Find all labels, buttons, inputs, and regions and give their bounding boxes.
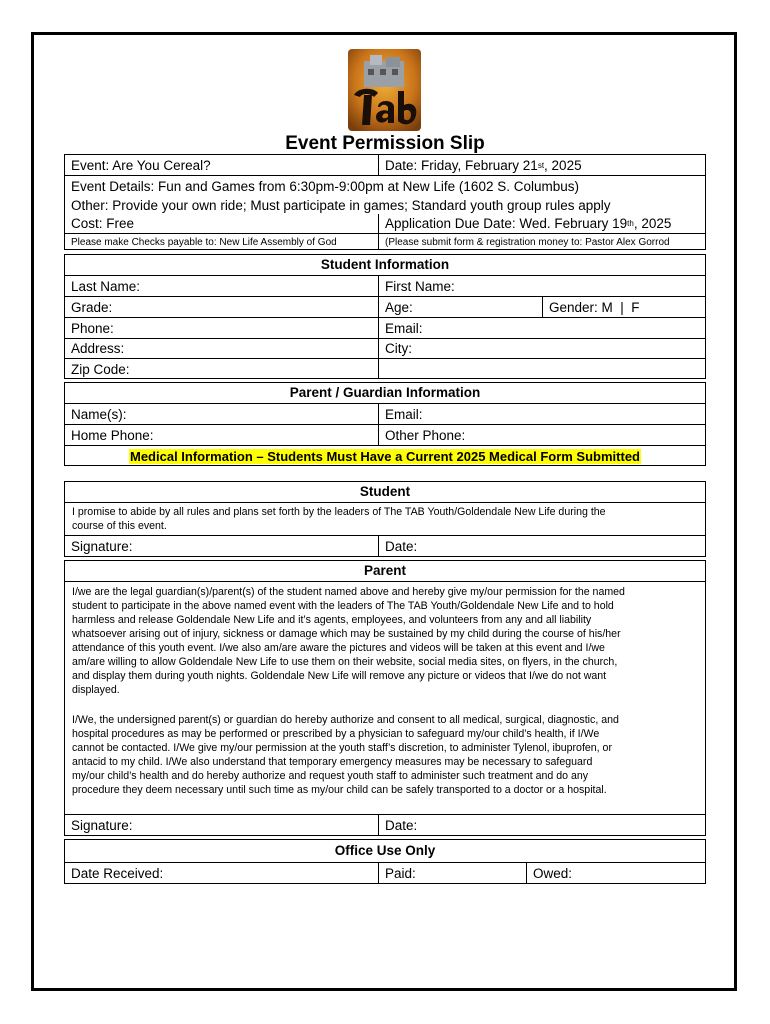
other-phone-field[interactable]: Other Phone: [378,425,705,445]
consent-line: procedure they deem necessary until such time as my/our child can be safely transported to a doctor or a hospital. [72,784,607,796]
student-promise-text [72,505,691,533]
parent-names-field[interactable]: Name(s): [71,406,127,422]
event-date: Date: Friday, February 21 st , 2025 [378,155,705,175]
home-phone-field[interactable]: Home Phone: [71,427,154,443]
phone-field[interactable]: Phone: [71,320,114,336]
student-promise-line: I promise to abide by all rules and plans set forth by the leaders of The TAB Youth/Goldendale New Life during the [72,506,606,518]
consent-line: I/We, the undersigned parent(s) or guardian do hereby authorize and consent to all medical, surgical, diagnostic, and [72,714,619,726]
page-title: Event Permission Slip [285,133,485,154]
name-row [65,276,705,297]
consent-line: displayed. [72,684,120,696]
event-cost: Cost: Free [71,216,135,231]
medical-row [65,446,705,466]
parent-info-header-row [65,383,705,404]
zip-code-field[interactable]: Zip Code: [71,361,130,377]
student-info-header-row [65,255,705,276]
city-field[interactable]: City: [378,339,705,358]
parent-signature-field[interactable]: Signature: [71,818,133,833]
event-other-row [65,196,705,214]
parent-consent-paragraph-2 [72,713,691,797]
consent-line: attendance of this youth event. I/we also am/are aware the pictures and videos will be taken at this event and I/we [72,642,605,654]
event-row [65,155,705,176]
zip-row [65,359,705,379]
consent-line: cannot be contacted. I/We give my/our permission at the youth staff’s discretion, to administer Tylenol, ibuprofen, or [72,742,612,754]
office-use-section [64,839,706,884]
student-agreement-section [64,481,706,557]
consent-line: I/we are the legal guardian(s)/parent(s) of the student named above and hereby give my/our permission for the named [72,586,625,598]
office-use-header: Office Use Only [334,843,436,858]
application-due-date: Application Due Date: Wed. February 19 th , 2025 [378,214,705,233]
student-promise-row [65,503,705,536]
student-header-row [65,482,705,503]
event-name: Event: Are You Cereal? [71,157,211,173]
checks-payable-note: Please make Checks payable to: New Life Assembly of God [71,236,337,248]
grade-row [65,297,705,318]
address-row [65,339,705,359]
owed-field[interactable]: Owed: [526,863,705,884]
consent-line: hospital procedures as may be performed or prescribed by a physician to safeguard my/our child’s health, if I/We [72,728,600,740]
student-signature-row [65,536,705,557]
parent-agreement-section [64,560,706,836]
parent-phone-row [65,425,705,446]
parent-guardian-section [64,382,706,466]
parent-info-header: Parent / Guardian Information [289,385,481,400]
student-promise-line: course of this event. [72,520,167,532]
student-info-header: Student Information [320,257,450,272]
parent-header-row [65,561,705,582]
medical-information-notice: Medical Information – Students Must Have a Current 2025 Medical Form Submitted [130,449,640,464]
email-field[interactable]: Email: [378,318,705,338]
consent-line: am/are willing to allow Goldendale New Life to use them on their website, social media sites, on flyers, in the church, [72,656,618,668]
last-name-field[interactable]: Last Name: [71,278,141,294]
date-received-field[interactable]: Date Received: [71,866,164,881]
student-information-section [64,254,706,379]
paid-field[interactable]: Paid: [378,863,526,884]
consent-line: student to participate in the above named event with the leaders of The TAB Youth/Goldendale New Life and to hold [72,600,614,612]
office-header-row [65,840,705,863]
parent-header: Parent [363,563,407,578]
parent-consent-paragraph-1 [72,585,691,697]
consent-line: antacid to my child. I/We also understand that temporary emergency measures may be necessary to safeguard [72,756,593,768]
student-date-field[interactable]: Date: [378,536,705,557]
event-details-row [65,176,705,196]
event-details: Event Details: Fun and Games from 6:30pm-9:00pm at New Life (1602 S. Columbus) [71,178,579,194]
zip-row-divider [378,359,379,379]
payment-row [65,234,705,250]
parent-consent-row [65,582,705,815]
parent-name-row [65,404,705,425]
tab-logo-icon [348,49,421,131]
event-other: Other: Provide your own ride; Must participate in games; Standard youth group rules apply [71,197,611,213]
cost-row [65,214,705,234]
first-name-field[interactable]: First Name: [378,276,705,296]
parent-email-field[interactable]: Email: [378,404,705,424]
consent-line: whatsoever arising out of injury, sickness or damage which may be sustained by my child during the course of his/her [72,628,621,640]
student-signature-field[interactable]: Signature: [71,539,133,554]
consent-line: and display them during youth nights. Goldendale New Life will remove any picture or videos that I/we do not want [72,670,607,682]
parent-date-field[interactable]: Date: [378,815,705,836]
consent-line: my/our child’s health and do hereby authorize and request youth staff to administer such treatment and do any [72,770,589,782]
student-header: Student [359,484,411,499]
address-field[interactable]: Address: [71,341,125,356]
event-section [64,154,706,250]
phone-row [65,318,705,339]
consent-line: harmless and release Goldendale New Life and it’s agents, employees, and volunteers from any and all liability [72,614,592,626]
grade-field[interactable]: Grade: [71,299,113,315]
age-field[interactable]: Age: [378,297,542,317]
office-fields-row [65,863,705,884]
gender-field[interactable]: Gender: M | F [542,297,705,317]
submit-form-note: (Please submit form & registration money to: Pastor Alex Gorrod [378,234,705,250]
parent-signature-row [65,815,705,836]
